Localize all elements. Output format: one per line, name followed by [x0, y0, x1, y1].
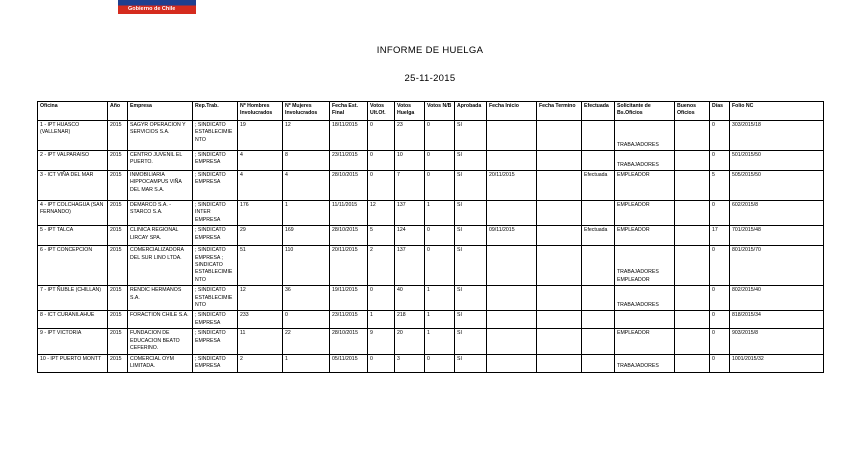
cell-buenos [675, 246, 710, 286]
cell-folio: 505/2015/50 [730, 171, 824, 201]
cell-solicitante: EMPLEADOR [615, 201, 675, 226]
cell-buenos [675, 329, 710, 354]
table-row [38, 246, 824, 286]
cell-votos-huelga: 23 [395, 121, 425, 151]
cell-solicitante [615, 311, 675, 329]
strike-report-table [37, 101, 824, 373]
cell-votos-ult: 0 [368, 171, 395, 201]
cell-anio: 2015 [108, 311, 128, 329]
cell-anio: 2015 [108, 354, 128, 372]
cell-fecha-termino [537, 201, 582, 226]
cell-aprobada: SI [455, 201, 487, 226]
cell-votos-nb: 0 [425, 171, 455, 201]
cell-votos-huelga: 20 [395, 329, 425, 354]
cell-mujeres: 22 [283, 329, 330, 354]
cell-mujeres: 8 [283, 151, 330, 171]
cell-solicitante: EMPLEADOR [615, 329, 675, 354]
cell-dias: 0 [710, 311, 730, 329]
column-header: Efectuada [582, 102, 615, 121]
cell-efectuada [582, 311, 615, 329]
cell-buenos [675, 286, 710, 311]
cell-fecha-inicio [487, 286, 537, 311]
cell-votos-nb: 0 [425, 226, 455, 246]
cell-fecha-termino [537, 329, 582, 354]
table-row [38, 286, 824, 311]
cell-aprobada: SI [455, 171, 487, 201]
cell-efectuada: Efectuada [582, 226, 615, 246]
cell-votos-ult: 9 [368, 329, 395, 354]
cell-buenos [675, 201, 710, 226]
column-header: Votos N/B [425, 102, 455, 121]
cell-aprobada: SI [455, 121, 487, 151]
cell-hombres: 29 [238, 226, 283, 246]
cell-dias: 0 [710, 286, 730, 311]
cell-oficina: 2 - IPT VALPARAISO [38, 151, 108, 171]
cell-folio: 818/2015/34 [730, 311, 824, 329]
cell-rep: ; SINDICATO INTER EMPRESA [193, 201, 238, 226]
cell-folio: 903/2015/8 [730, 329, 824, 354]
cell-empresa: DEMARCO S.A. - STARCO S.A. [128, 201, 193, 226]
cell-oficina: 5 - IPT TALCA [38, 226, 108, 246]
cell-fecha-final: 20/11/2015 [330, 246, 368, 286]
cell-solicitante: TRABAJADORES [615, 121, 675, 151]
cell-dias: 0 [710, 151, 730, 171]
cell-rep: ; SINDICATO ESTABLECIMIENTO [193, 121, 238, 151]
cell-hombres: 11 [238, 329, 283, 354]
cell-fecha-inicio [487, 246, 537, 286]
cell-votos-nb: 1 [425, 329, 455, 354]
cell-fecha-termino [537, 121, 582, 151]
cell-empresa: CLINICA REGIONAL LIRCAY SPA. [128, 226, 193, 246]
cell-hombres: 2 [238, 354, 283, 372]
table-row [38, 171, 824, 201]
cell-votos-nb: 1 [425, 286, 455, 311]
gobierno-logo [118, 0, 196, 14]
cell-oficina: 3 - ICT VIÑA DEL MAR [38, 171, 108, 201]
table-row [38, 121, 824, 151]
cell-votos-nb: 0 [425, 121, 455, 151]
cell-votos-huelga: 40 [395, 286, 425, 311]
report-date: 25-11-2015 [404, 73, 456, 84]
cell-buenos [675, 354, 710, 372]
cell-solicitante: EMPLEADOR [615, 226, 675, 246]
cell-folio: 1001/2015/32 [730, 354, 824, 372]
cell-folio: 501/2015/50 [730, 151, 824, 171]
table-row [38, 311, 824, 329]
cell-hombres: 19 [238, 121, 283, 151]
cell-votos-ult: 0 [368, 286, 395, 311]
cell-folio: 602/2015/8 [730, 201, 824, 226]
column-header: Fecha Termino [537, 102, 582, 121]
cell-dias: 0 [710, 329, 730, 354]
cell-votos-ult: 12 [368, 201, 395, 226]
cell-buenos [675, 121, 710, 151]
cell-hombres: 233 [238, 311, 283, 329]
cell-fecha-inicio: 20/11/2015 [487, 171, 537, 201]
cell-hombres: 51 [238, 246, 283, 286]
cell-fecha-termino [537, 226, 582, 246]
table-row [38, 201, 824, 226]
cell-anio: 2015 [108, 226, 128, 246]
cell-aprobada: SI [455, 226, 487, 246]
cell-fecha-inicio: 09/11/2015 [487, 226, 537, 246]
cell-empresa: RENDIC HERMANOS S.A. [128, 286, 193, 311]
cell-fecha-final: 19/11/2015 [330, 286, 368, 311]
column-header: Rep.Trab. [193, 102, 238, 121]
cell-votos-nb: 0 [425, 246, 455, 286]
cell-votos-ult: 0 [368, 354, 395, 372]
cell-fecha-termino [537, 171, 582, 201]
column-header: Solicitante de Bs.Oficios [615, 102, 675, 121]
cell-fecha-termino [537, 286, 582, 311]
cell-mujeres: 1 [283, 201, 330, 226]
cell-folio: 801/2015/70 [730, 246, 824, 286]
cell-fecha-final: 18/11/2015 [330, 121, 368, 151]
table-header-row [38, 102, 824, 121]
cell-dias: 0 [710, 354, 730, 372]
cell-votos-ult: 0 [368, 151, 395, 171]
cell-fecha-termino [537, 311, 582, 329]
cell-dias: 0 [710, 121, 730, 151]
cell-efectuada [582, 121, 615, 151]
column-header: Nº Mujeres Involucrados [283, 102, 330, 121]
cell-fecha-inicio [487, 121, 537, 151]
cell-fecha-final: 28/10/2015 [330, 171, 368, 201]
cell-aprobada: SI [455, 151, 487, 171]
table-row [38, 151, 824, 171]
cell-efectuada [582, 246, 615, 286]
cell-fecha-final: 05/11/2015 [330, 354, 368, 372]
table-row [38, 226, 824, 246]
cell-mujeres: 4 [283, 171, 330, 201]
cell-anio: 2015 [108, 329, 128, 354]
cell-votos-huelga: 137 [395, 246, 425, 286]
cell-fecha-final: 28/10/2015 [330, 329, 368, 354]
cell-votos-nb: 0 [425, 354, 455, 372]
column-header: Nº Hombres Involucrados [238, 102, 283, 121]
cell-oficina: 8 - ICT CURANILAHUE [38, 311, 108, 329]
cell-rep: ; SINDICATO EMPRESA [193, 151, 238, 171]
cell-votos-nb: 1 [425, 311, 455, 329]
cell-anio: 2015 [108, 201, 128, 226]
cell-rep: ; SINDICATO EMPRESA [193, 329, 238, 354]
cell-aprobada: SI [455, 329, 487, 354]
column-header: Votos Ult.Of. [368, 102, 395, 121]
report-title: INFORME DE HUELGA [376, 45, 484, 56]
cell-votos-ult: 0 [368, 121, 395, 151]
cell-anio: 2015 [108, 246, 128, 286]
cell-solicitante: TRABAJADORES [615, 151, 675, 171]
column-header: Empresa [128, 102, 193, 121]
cell-oficina: 7 - IPT ÑUBLE (CHILLAN) [38, 286, 108, 311]
cell-aprobada: SI [455, 286, 487, 311]
cell-fecha-final: 28/10/2015 [330, 226, 368, 246]
cell-empresa: COMERCIAL OYM LIMITADA. [128, 354, 193, 372]
cell-buenos [675, 151, 710, 171]
column-header: Aprobada [455, 102, 487, 121]
table-row [38, 354, 824, 372]
cell-empresa: COMERCIALIZADORA DEL SUR LINO LTDA. [128, 246, 193, 286]
cell-buenos [675, 171, 710, 201]
cell-votos-ult: 1 [368, 311, 395, 329]
cell-fecha-inicio [487, 311, 537, 329]
cell-rep: ; SINDICATO EMPRESA [193, 171, 238, 201]
cell-folio: 701/2015/48 [730, 226, 824, 246]
cell-solicitante: TRABAJADORES EMPLEADOR [615, 246, 675, 286]
cell-rep: ; SINDICATO ESTABLECIMIENTO [193, 286, 238, 311]
cell-mujeres: 110 [283, 246, 330, 286]
column-header: Oficina [38, 102, 108, 121]
cell-oficina: 1 - IPT HUASCO (VALLENAR) [38, 121, 108, 151]
cell-empresa: FORACTION CHILE S.A. [128, 311, 193, 329]
cell-oficina: 10 - IPT PUERTO MONTT [38, 354, 108, 372]
column-header: Días [710, 102, 730, 121]
cell-efectuada: Efectuada [582, 171, 615, 201]
cell-anio: 2015 [108, 121, 128, 151]
cell-mujeres: 169 [283, 226, 330, 246]
cell-votos-nb: 0 [425, 151, 455, 171]
cell-mujeres: 36 [283, 286, 330, 311]
cell-folio: 802/2015/40 [730, 286, 824, 311]
cell-rep: ; SINDICATO EMPRESA ; SINDICATO ESTABLECIMIENTO [193, 246, 238, 286]
column-header: Año [108, 102, 128, 121]
cell-efectuada [582, 329, 615, 354]
cell-anio: 2015 [108, 151, 128, 171]
cell-fecha-inicio [487, 329, 537, 354]
cell-efectuada [582, 354, 615, 372]
cell-votos-huelga: 137 [395, 201, 425, 226]
cell-fecha-inicio [487, 151, 537, 171]
cell-empresa: CENTRO JUVENIL EL PUERTO. [128, 151, 193, 171]
cell-dias: 0 [710, 246, 730, 286]
cell-buenos [675, 226, 710, 246]
cell-votos-huelga: 218 [395, 311, 425, 329]
logo-text: Gobierno de Chile [128, 6, 176, 12]
cell-aprobada: SI [455, 354, 487, 372]
cell-fecha-final: 23/11/2015 [330, 151, 368, 171]
cell-hombres: 4 [238, 151, 283, 171]
cell-mujeres: 12 [283, 121, 330, 151]
cell-dias: 0 [710, 201, 730, 226]
cell-fecha-termino [537, 246, 582, 286]
cell-solicitante: EMPLEADOR [615, 171, 675, 201]
cell-rep: ; SINDICATO EMPRESA [193, 226, 238, 246]
cell-anio: 2015 [108, 171, 128, 201]
column-header: Fecha Inicio [487, 102, 537, 121]
cell-fecha-final: 23/11/2015 [330, 311, 368, 329]
cell-dias: 17 [710, 226, 730, 246]
cell-solicitante: TRABAJADORES [615, 354, 675, 372]
cell-votos-ult: 5 [368, 226, 395, 246]
table-row [38, 329, 824, 354]
cell-anio: 2015 [108, 286, 128, 311]
cell-aprobada: SI [455, 311, 487, 329]
cell-hombres: 176 [238, 201, 283, 226]
column-header: Votos Huelga [395, 102, 425, 121]
cell-votos-ult: 2 [368, 246, 395, 286]
cell-fecha-termino [537, 354, 582, 372]
cell-rep: ; SINDICATO EMPRESA [193, 354, 238, 372]
cell-votos-huelga: 7 [395, 171, 425, 201]
cell-mujeres: 1 [283, 354, 330, 372]
cell-efectuada [582, 151, 615, 171]
cell-empresa: INMOBILIARIA HIPPOCAMPUS VIÑA DEL MAR S.A. [128, 171, 193, 201]
cell-aprobada: SI [455, 246, 487, 286]
cell-mujeres: 0 [283, 311, 330, 329]
cell-empresa: FUNDACION DE EDUCACION BEATO CEFERINO. [128, 329, 193, 354]
cell-oficina: 6 - IPT CONCEPCION [38, 246, 108, 286]
cell-hombres: 12 [238, 286, 283, 311]
cell-efectuada [582, 201, 615, 226]
cell-folio: 303/2015/18 [730, 121, 824, 151]
column-header: Folio NC [730, 102, 824, 121]
cell-fecha-inicio [487, 201, 537, 226]
cell-votos-nb: 1 [425, 201, 455, 226]
cell-fecha-termino [537, 151, 582, 171]
column-header: Buenos Oficios [675, 102, 710, 121]
cell-fecha-final: 11/11/2015 [330, 201, 368, 226]
cell-efectuada [582, 286, 615, 311]
cell-votos-huelga: 124 [395, 226, 425, 246]
cell-solicitante: TRABAJADORES [615, 286, 675, 311]
cell-votos-huelga: 3 [395, 354, 425, 372]
column-header: Fecha Est. Final [330, 102, 368, 121]
cell-rep: ; SINDICATO EMPRESA [193, 311, 238, 329]
cell-fecha-inicio [487, 354, 537, 372]
cell-dias: 5 [710, 171, 730, 201]
cell-oficina: 4 - IPT COLCHAGUA (SAN FERNANDO) [38, 201, 108, 226]
cell-buenos [675, 311, 710, 329]
cell-empresa: SAGYR OPERACION Y SERVICIOS S.A. [128, 121, 193, 151]
cell-oficina: 9 - IPT VICTORIA [38, 329, 108, 354]
cell-hombres: 4 [238, 171, 283, 201]
cell-votos-huelga: 10 [395, 151, 425, 171]
